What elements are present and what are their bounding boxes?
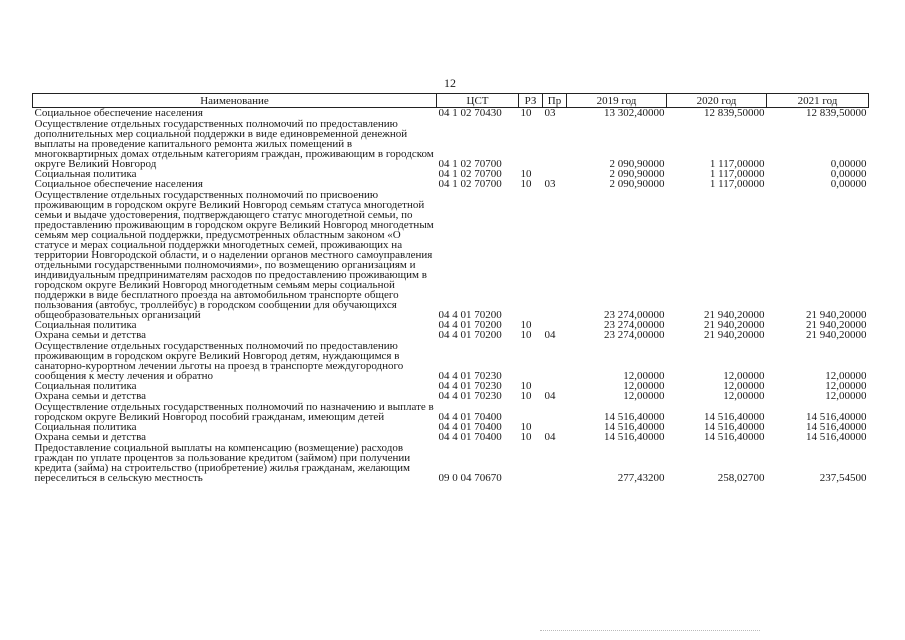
row-2020: 1 117,00000 (709, 168, 765, 180)
row-name: Социальное обеспечение населения (34, 107, 203, 119)
row-2021: 237,54500 (819, 472, 867, 484)
table-row (33, 179, 869, 189)
table-row (33, 330, 869, 340)
row-2021: 12,00000 (825, 370, 867, 382)
row-rz: 10 (520, 329, 532, 341)
table-row (33, 340, 869, 381)
row-2019: 277,43200 (617, 472, 665, 484)
table-row (33, 118, 869, 169)
row-name: Охрана семьи и детства (34, 329, 147, 341)
row-2021: 0,00000 (830, 158, 867, 170)
row-name: Охрана семьи и детства (34, 390, 147, 402)
row-pr (543, 442, 567, 483)
table-row (33, 442, 869, 483)
row-name: Осуществление отдельных государственных полномочий по назначению и выплате в городском округе Великий Новгород пособий гражданам, имеющим детей (34, 401, 434, 423)
table-row (33, 391, 869, 401)
row-2021: 21 940,20000 (806, 319, 867, 331)
row-pr: 04 (544, 329, 556, 341)
row-2019: 12,00000 (623, 390, 665, 402)
row-2019: 14 516,40000 (604, 411, 665, 423)
page-number: 12 (444, 76, 456, 90)
table-row (33, 189, 869, 320)
row-rz: 10 (520, 168, 532, 180)
row-csr: 04 4 01 70400 (438, 431, 502, 443)
row-rz (519, 442, 543, 483)
row-2020: 14 516,40000 (704, 421, 765, 433)
row-csr: 04 4 01 70230 (438, 370, 502, 382)
row-csr: 04 4 01 70200 (438, 309, 502, 321)
row-name: Осуществление отдельных государственных полномочий по предоставлению дополнительных мер социальной поддержки в виде единовременной денежной выплаты на проведение капитального ремонта жилых помещений в многоквартирных домах отдельным категориям граждан, проживающим в городском округе Великий Новгород (34, 118, 434, 170)
row-name: Осуществление отдельных государственных полномочий по присвоению проживающим в городском округе Великий Новгород семьям статуса многодетной семьи и выдаче удостоверения, подтверждающего статус многодетной семьи, по предоставлению проживающим в городском округе Великий Новгород многодетным семьям мер социальной поддержки, предусмотренных областным законом «О статусе и мерах социальной поддержки многодетных семей, проживающих на территории Новгородской области, и о наделении органов местного самоуправления отдельными государственными полномочиями», по возмещению организациям и индивидуальным предпринимателям расходов по предоставлению проживающим в городском округе Великий Новгород многодетным семьям меры социальной поддержки в виде бесплатного проезда на автомобильном транспорте общего пользования (автобус, троллейбус) в городском сообщении для обучающихся общеобразовательных организаций (34, 189, 434, 321)
row-csr: 04 4 01 70200 (438, 329, 502, 341)
row-2019: 2 090,90000 (609, 178, 665, 190)
header-pr: Пр (543, 94, 567, 108)
row-2020: 12,00000 (723, 390, 765, 402)
row-2020: 258,02700 (717, 472, 765, 484)
row-name: Социальная политика (34, 380, 137, 392)
row-rz (519, 401, 543, 422)
row-2020: 14 516,40000 (704, 431, 765, 443)
row-csr: 04 1 02 70700 (438, 178, 502, 190)
row-csr: 09 0 04 70670 (438, 472, 502, 484)
row-2019: 2 090,90000 (609, 168, 665, 180)
row-name: Социальная политика (34, 319, 137, 331)
row-2021: 14 516,40000 (806, 431, 867, 443)
row-2021: 12,00000 (825, 390, 867, 402)
row-2021: 0,00000 (830, 168, 867, 180)
row-pr: 03 (544, 107, 556, 119)
row-rz: 10 (520, 107, 532, 119)
row-2019: 23 274,00000 (604, 309, 665, 321)
row-rz: 10 (520, 319, 532, 331)
row-rz (519, 340, 543, 381)
table-row (33, 108, 869, 119)
row-rz: 10 (520, 390, 532, 402)
row-name: Социальная политика (34, 168, 137, 180)
row-pr (543, 189, 567, 320)
table-row (33, 432, 869, 442)
row-name: Осуществление отдельных государственных полномочий по предоставлению проживающим в городском округе Великий Новгород детям, нуждающимся в санаторно-курортном лечении льготы на проезд в транспорте междугородного сообщения к месту лечения и обратно (34, 340, 404, 382)
row-2020: 1 117,00000 (709, 178, 765, 190)
row-name: Охрана семьи и детства (34, 431, 147, 443)
row-pr: 04 (544, 390, 556, 402)
header-2021: 2021 год (767, 94, 869, 108)
row-rz: 10 (520, 421, 532, 433)
row-2021: 0,00000 (830, 178, 867, 190)
header-2020: 2020 год (667, 94, 767, 108)
scan-artifact-line (540, 630, 760, 635)
budget-table (32, 93, 869, 483)
row-2019: 23 274,00000 (604, 329, 665, 341)
row-csr: 04 1 02 70430 (438, 107, 502, 119)
row-2021: 21 940,20000 (806, 329, 867, 341)
row-rz: 10 (520, 380, 532, 392)
row-pr (543, 401, 567, 422)
row-rz: 10 (520, 178, 532, 190)
row-csr: 04 4 01 70400 (438, 411, 502, 423)
row-csr: 04 1 02 70700 (438, 168, 502, 180)
row-2020: 21 940,20000 (704, 319, 765, 331)
header-2019: 2019 год (567, 94, 667, 108)
row-2021: 14 516,40000 (806, 421, 867, 433)
row-pr: 04 (544, 431, 556, 443)
row-2020: 21 940,20000 (704, 329, 765, 341)
table-row (33, 401, 869, 422)
row-2020: 12 839,50000 (704, 107, 765, 119)
row-csr: 04 4 01 70230 (438, 380, 502, 392)
row-2019: 12,00000 (623, 380, 665, 392)
row-2019: 13 302,40000 (604, 107, 665, 119)
row-2021: 12 839,50000 (806, 107, 867, 119)
row-rz (519, 189, 543, 320)
row-2019: 2 090,90000 (609, 158, 665, 170)
row-rz: 10 (520, 431, 532, 443)
row-2020: 12,00000 (723, 380, 765, 392)
header-csr: ЦСТ (437, 94, 519, 108)
row-csr: 04 1 02 70700 (438, 158, 502, 170)
row-2020: 1 117,00000 (709, 158, 765, 170)
header-rz: РЗ (519, 94, 543, 108)
header-name: Наименование (33, 94, 437, 108)
row-2019: 14 516,40000 (604, 431, 665, 443)
row-csr: 04 4 01 70230 (438, 390, 502, 402)
row-name: Предоставление социальной выплаты на компенсацию (возмещение) расходов граждан по уплате процентов за пользование кредитом (займом) при получении кредита (займа) на строительство (приобретение) жилья гражданам, желающим переселиться в сельскую местность (34, 442, 411, 484)
row-2020: 14 516,40000 (704, 411, 765, 423)
row-pr (543, 118, 567, 169)
row-2021: 14 516,40000 (806, 411, 867, 423)
row-csr: 04 4 01 70200 (438, 319, 502, 331)
row-2020: 12,00000 (723, 370, 765, 382)
row-2019: 14 516,40000 (604, 421, 665, 433)
row-name: Социальное обеспечение населения (34, 178, 203, 190)
row-pr (543, 340, 567, 381)
row-2021: 12,00000 (825, 380, 867, 392)
row-2019: 23 274,00000 (604, 319, 665, 331)
row-name: Социальная политика (34, 421, 137, 433)
row-2020: 21 940,20000 (704, 309, 765, 321)
row-rz (519, 118, 543, 169)
row-pr: 03 (544, 178, 556, 190)
table-header-row (33, 94, 869, 108)
row-2021: 21 940,20000 (806, 309, 867, 321)
row-2019: 12,00000 (623, 370, 665, 382)
row-csr: 04 4 01 70400 (438, 421, 502, 433)
